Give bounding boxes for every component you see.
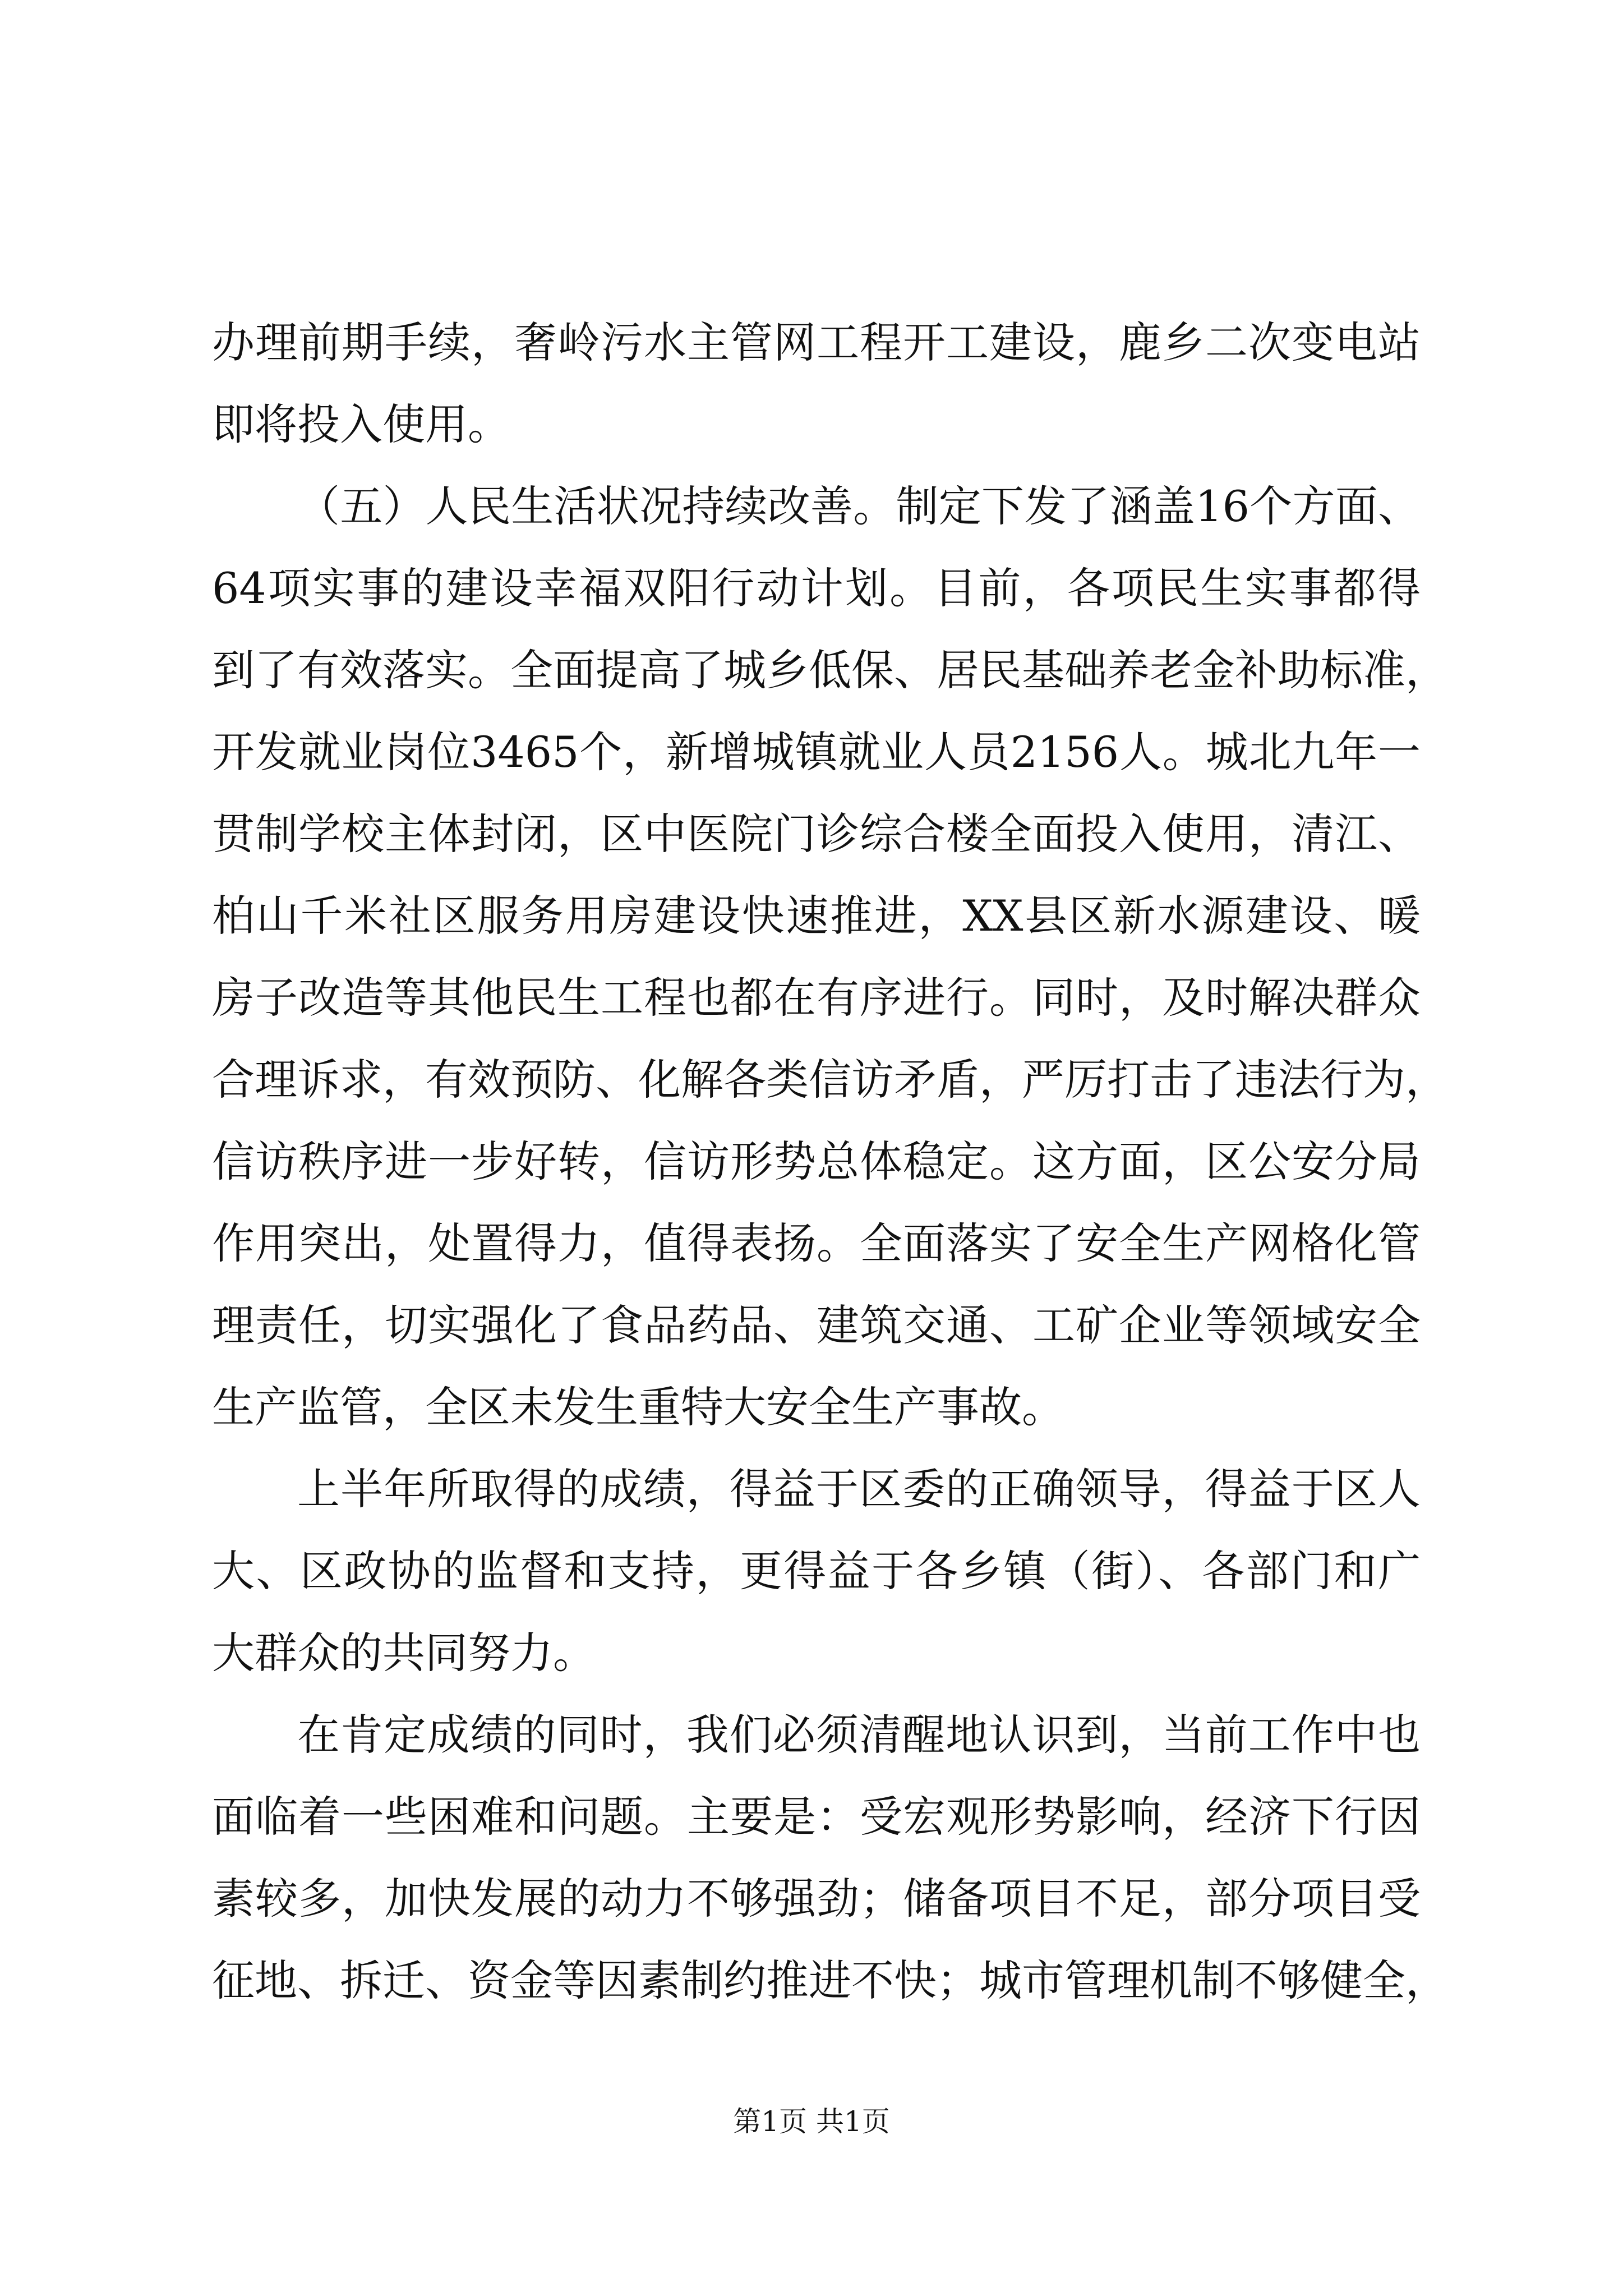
- text-line: （五）人民生活状况持续改善。制定下发了涵盖16个方面、: [297, 481, 1421, 531]
- text-line: 合理诉求，有效预防、化解各类信访矛盾，严厉打击了违法行为，: [212, 1055, 1448, 1105]
- text-line: 理责任，切实强化了食品药品、建筑交通、工矿企业等领域安全: [212, 1300, 1421, 1350]
- text-line: 在肯定成绩的同时，我们必须清醒地认识到，当前工作中也: [297, 1710, 1421, 1760]
- document-body: [212, 302, 1448, 2022]
- text-line: 面临着一些困难和问题。主要是：受宏观形势影响，经济下行因: [212, 1792, 1421, 1842]
- text-line: 贯制学校主体封闭，区中医院门诊综合楼全面投入使用，清江、: [212, 809, 1421, 859]
- paragraph-2: [212, 466, 1448, 1448]
- text-line: 征地、拆迁、资金等因素制约推进不快；城市管理机制不够健全，: [212, 1955, 1448, 2005]
- text-line: 大、区政协的监督和支持，更得益于各乡镇（街）、各部门和广: [212, 1546, 1421, 1596]
- text-line: 生产监管，全区未发生重特大安全生产事故。: [212, 1382, 1064, 1432]
- text-line: 大群众的共同努力。: [212, 1628, 596, 1678]
- text-line: 到了有效落实。全面提高了城乡低保、居民基础养老金补助标准，: [212, 645, 1448, 695]
- text-line: 信访秩序进一步好转，信访形势总体稳定。这方面，区公安分局: [212, 1137, 1421, 1186]
- page-number-footer: 第1页 共1页: [733, 2105, 890, 2138]
- paragraph-3: [212, 1448, 1421, 1694]
- text-line: 素较多，加快发展的动力不够强劲；储备项目不足，部分项目受: [212, 1874, 1421, 1924]
- text-line: 作用突出，处置得力，值得表扬。全面落实了安全生产网格化管: [212, 1218, 1421, 1268]
- paragraph-1: [212, 302, 1421, 466]
- text-line: 办理前期手续，奢岭污水主管网工程开工建设，鹿乡二次变电站: [212, 318, 1421, 367]
- text-line: 柏山千米社区服务用房建设快速推进，XX县区新水源建设、暖: [212, 891, 1421, 941]
- text-line: 房子改造等其他民生工程也都在有序进行。同时，及时解决群众: [212, 973, 1421, 1023]
- text-line: 即将投入使用。: [212, 399, 510, 449]
- text-line: 64项实事的建设幸福双阳行动计划。目前，各项民生实事都得: [212, 563, 1421, 613]
- paragraph-4: [212, 1694, 1448, 2022]
- text-line: 开发就业岗位3465个，新增城镇就业人员2156人。城北九年一: [212, 727, 1421, 777]
- text-line: 上半年所取得的成绩，得益于区委的正确领导，得益于区人: [297, 1464, 1421, 1514]
